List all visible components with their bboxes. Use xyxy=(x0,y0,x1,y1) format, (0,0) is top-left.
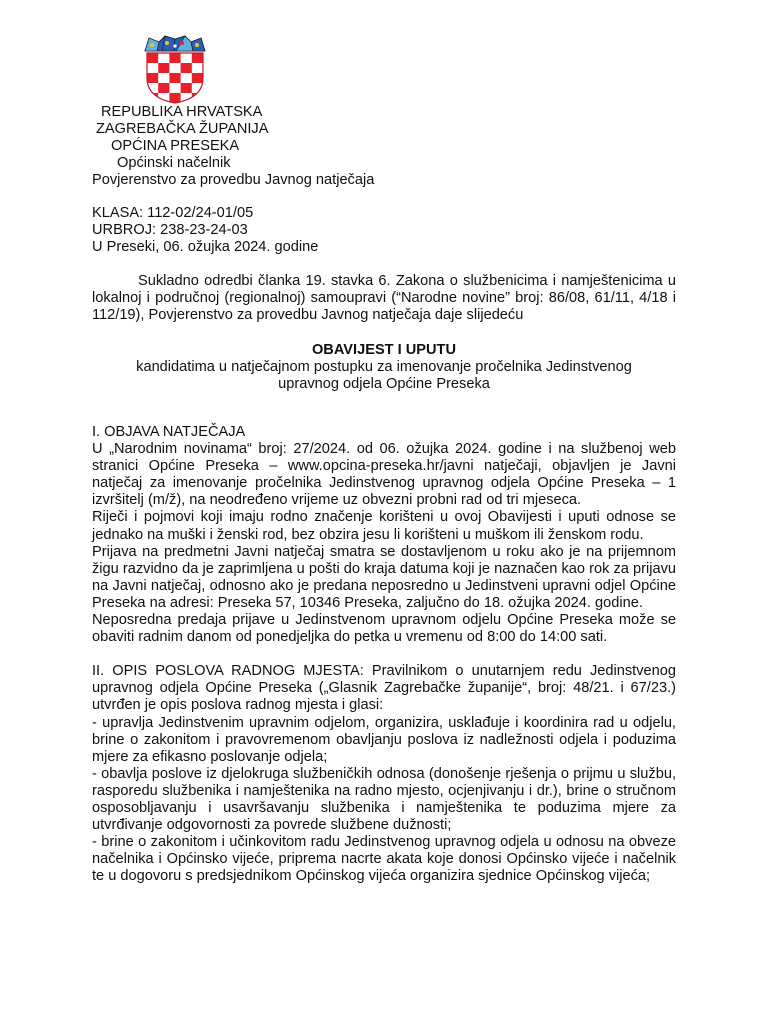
intro-paragraph: Sukladno odredbi članka 19. stavka 6. Zakona o službenicima i namještenicima u lokalnoj i područnoj (regionalnoj) samoupravi (“Narodne novine” broj: 86/08, 61/11, 4/18 i 112/19), Povjerenstvo za provedbu Javnog natječaja daje slijedeću xyxy=(92,273,676,324)
header-municipality: OPĆINA PRESEKA xyxy=(111,138,240,155)
section-2-text xyxy=(92,663,676,714)
klasa: KLASA: 112-02/24-01/05 xyxy=(92,205,254,221)
duty-item: - obavlja poslove iz djelokruga službeničkih odnosa (donošenje rješenja o prijmu u službu, rasporedu službenika i namještenika na radno mjesto, ocjenjivanju i dr.), brine o stručnom osposobljavanju i usavršavanju službenika i namještenika te poduzima mjere za utvrđivanje odgovornosti za povrede službene dužnosti; xyxy=(92,765,676,834)
header-county: ZAGREBAČKA ŽUPANIJA xyxy=(96,121,269,138)
header-country: REPUBLIKA HRVATSKA xyxy=(101,104,263,120)
crown xyxy=(145,36,205,51)
header-committee: Povjerenstvo za provedbu Javnog natječaja xyxy=(92,172,375,189)
place-date: U Preseki, 06. ožujka 2024. godine xyxy=(92,239,319,256)
letterhead xyxy=(92,104,692,189)
title-sub-1: kandidatima u natječajnom postupku za imenovanje pročelnika Jedinstvenog xyxy=(136,359,632,376)
section-2-paragraph-1: Pravilnikom o unutarnjem redu Jedinstvenog upravnog odjela Općine Preseka („Glasnik Zagrebačke županije“, broj: 48/21. i 67/23.) utvrđen je opis poslova radnog mjesta i glasi: xyxy=(92,663,677,714)
document-body xyxy=(92,424,676,885)
header-office: Općinski načelnik xyxy=(117,155,231,172)
section-1-paragraph-3: Prijava na predmetni Javni natječaj smatra se dostavljenom u roku ako je na prijemnom žigu razvidno da je zaprimljena u pošti do kraja datuma koji je naznačen kao rok za prijavu na Javni natječaj, odnosno ako je predana neposredno u Jedinstveni upravni odjel Općine Preseka na adresi: Preseka 57, 10346 Preseka, zaljučno do 18. ožujka 2024. godine. xyxy=(92,543,676,611)
spacer xyxy=(92,646,676,663)
notice-title xyxy=(92,342,676,393)
urbroj: URBROJ: 238-23-24-03 xyxy=(92,222,248,239)
section-1-paragraph-4: Neposredna predaja prijave u Jedinstvenom upravnom odjelu Općine Preseka može se obaviti radnim danom od ponedjeljka do petka u vremenu od 8:00 do 14:00 sati. xyxy=(92,612,676,646)
title-sub-2: upravnog odjela Općine Preseka xyxy=(278,376,490,393)
section-1-heading: I. OBJAVA NATJEČAJA xyxy=(92,424,246,440)
checkerboard-shield xyxy=(147,53,203,104)
croatian-coat-of-arms-icon xyxy=(143,34,207,104)
duty-item: - upravlja Jedinstvenim upravnim odjelom, organizira, usklađuje i koordinira rad u odjelu, brine o zakonitom i pravovremenom obavljanju poslova iz nadležnosti odjela i poduzima mjere za efikasno poslovanje odjela; xyxy=(92,714,676,765)
section-2-heading: II. OPIS POSLOVA RADNOG MJESTA: xyxy=(92,663,364,680)
section-1-paragraph-1: U „Narodnim novinama“ broj: 27/2024. od 06. ožujka 2024. godine i na službenoj web stranici Općine Preseka – www.opcina-preseka.hr/javni natječaji, objavljen je Javni natječaj za imenovanje pročelnika Jedinstvenog upravnog odjela Općine Preseka – 1 izvršitelj (m/ž), na neodređeno vrijeme uz obvezni probni rad od tri mjeseca. xyxy=(92,441,676,509)
duty-item: - brine o zakonitom i učinkovitom radu Jedinstvenog upravnog odjela u odnosu na obveze načelnika i Općinsko vijeće, priprema nacrte akata koje donosi Općinsko vijeće i načelnik te u dogovoru s predsjednikom Općinskog vijeća organizira sjednice Općinskog vijeća; xyxy=(92,834,676,885)
title-main: OBAVIJEST I UPUTU xyxy=(311,342,457,358)
document-meta xyxy=(92,205,318,256)
section-1-paragraph-2: Riječi i pojmovi koji imaju rodno značenje korišteni u ovoj Obavijesti i uputi odnose se jednako na muški i ženski rod, bez obzira jesu li korišteni u muškom ili ženskom rodu. xyxy=(92,509,676,543)
